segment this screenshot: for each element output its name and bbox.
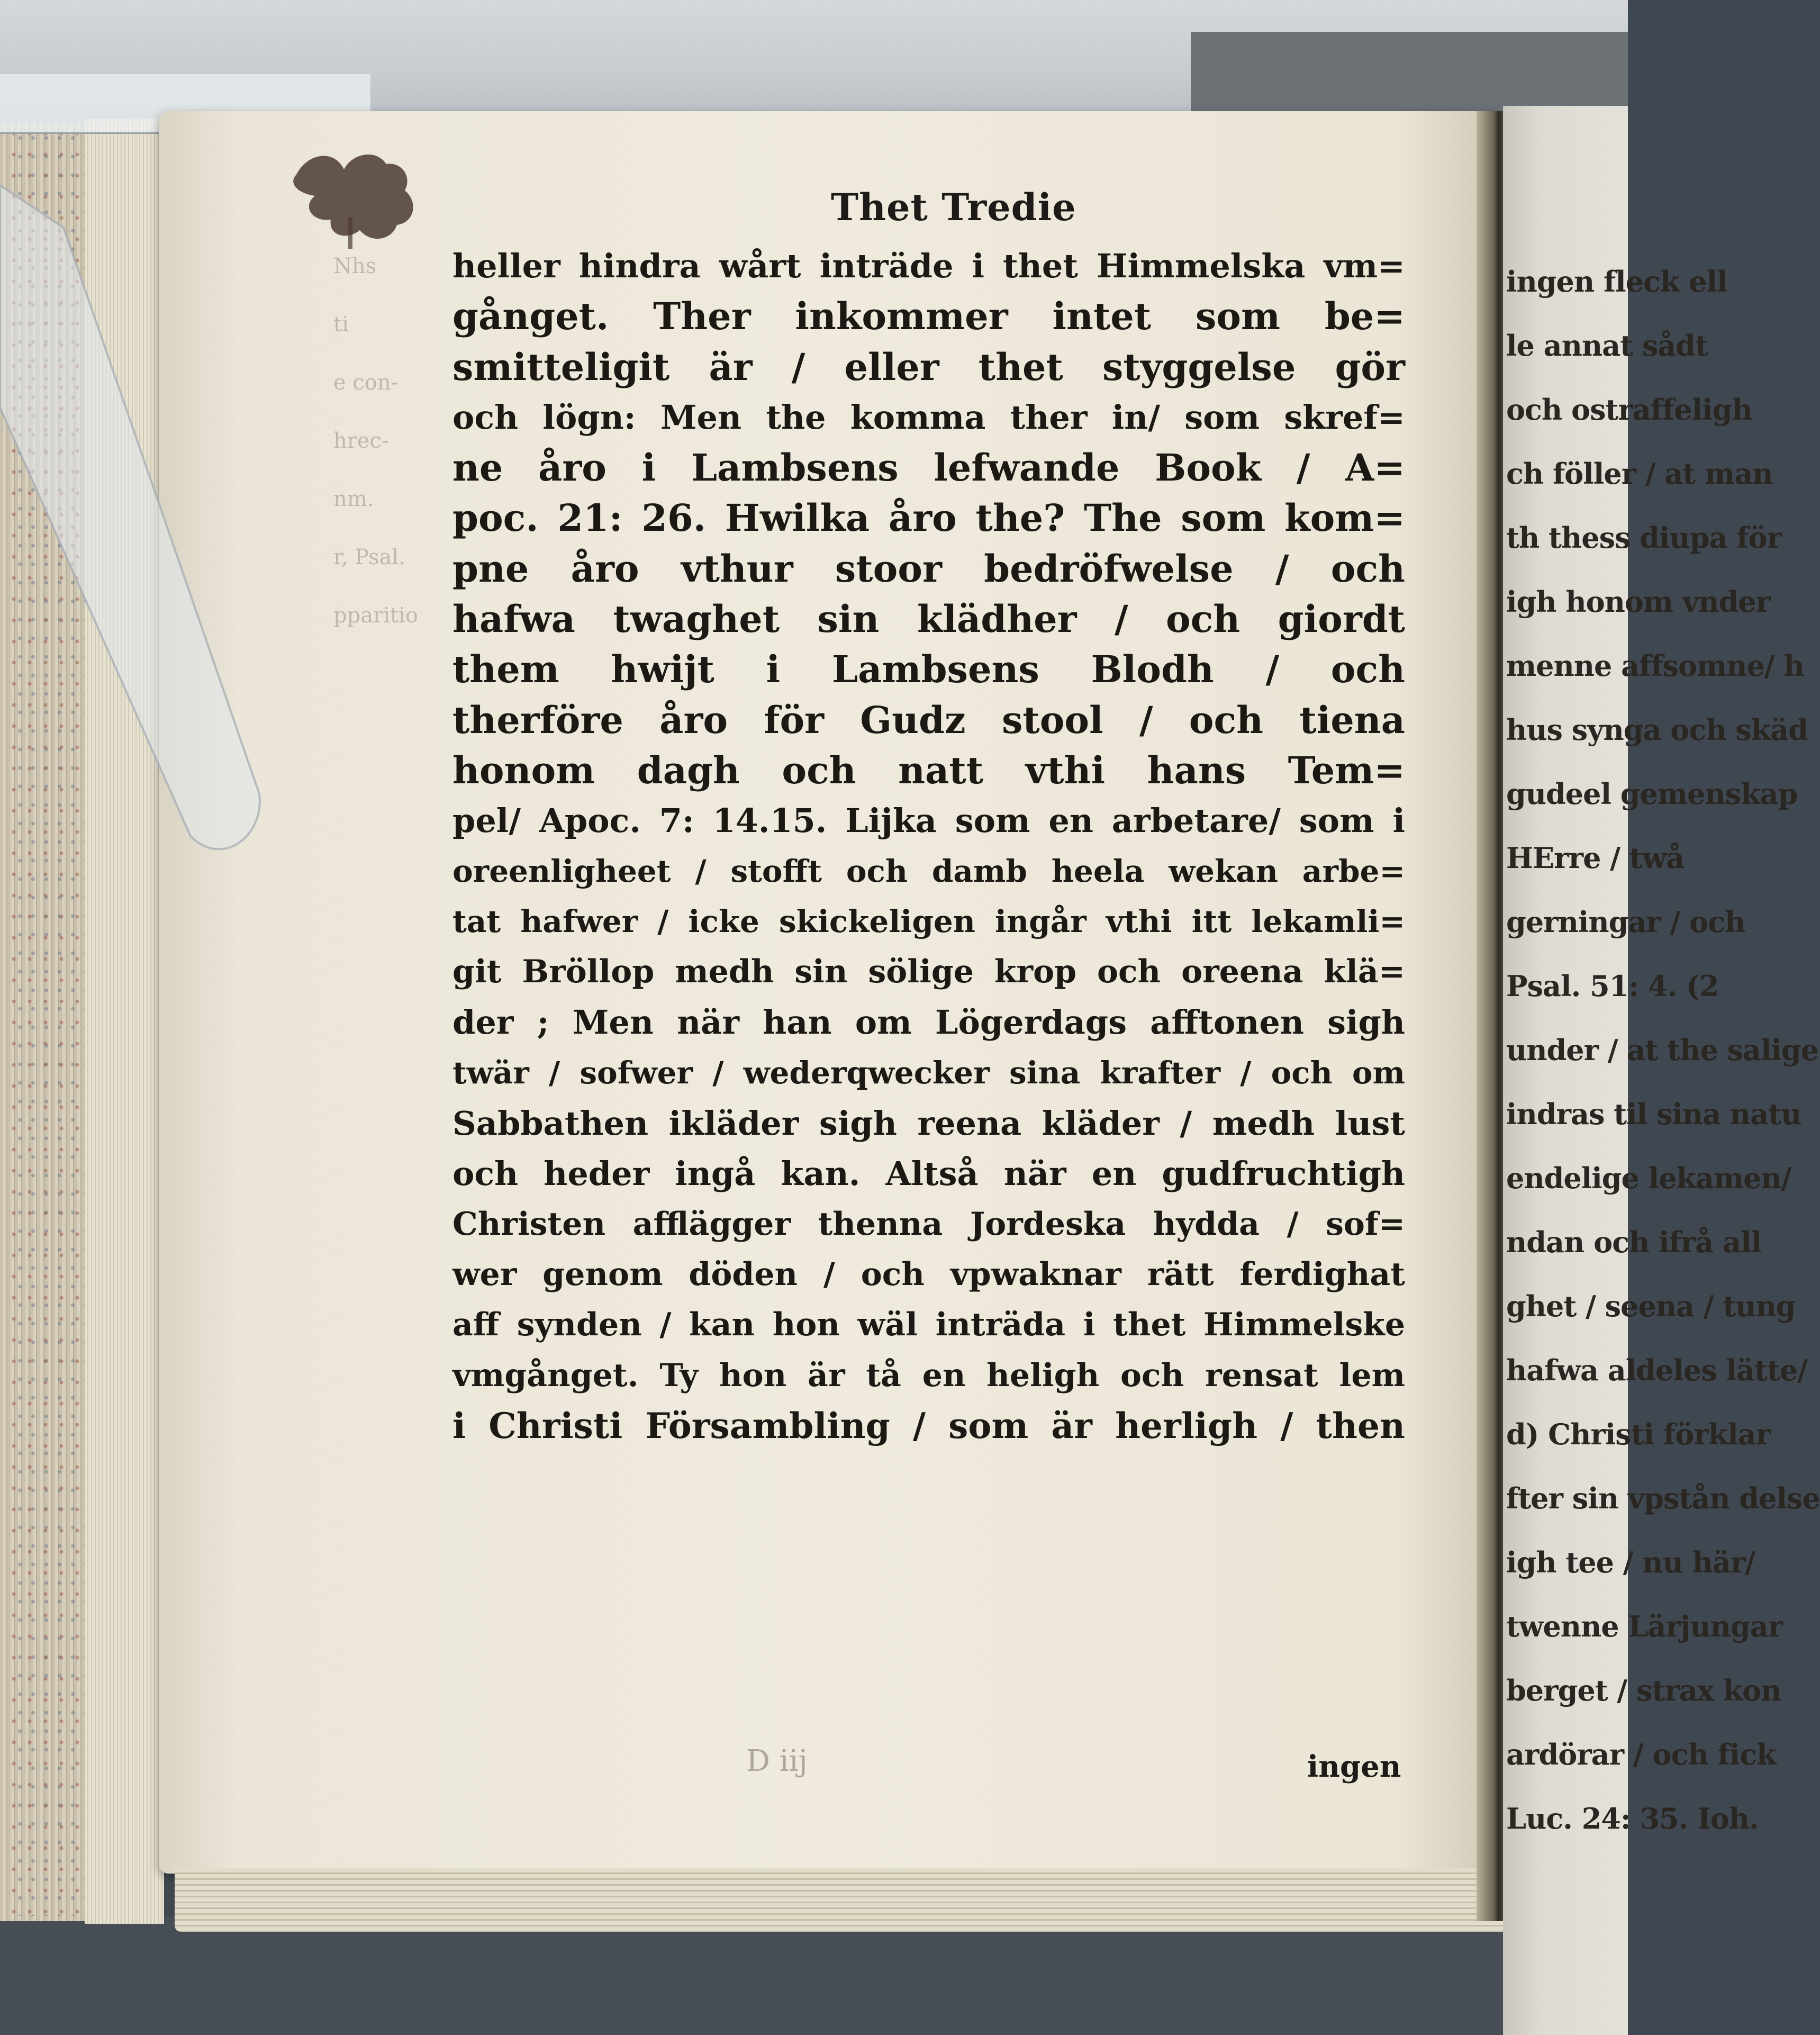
catchword: ingen xyxy=(1307,1749,1401,1784)
text-line: der ; Men när han om Lögerdags afftonen sigh xyxy=(452,1003,1405,1042)
facing-page-line: ghet / seena / tung xyxy=(1506,1289,1796,1323)
text-line: vmgånget. Ty hon är tå en heligh och rensat lem xyxy=(452,1356,1405,1394)
facing-page-line: ndan och ifrå all xyxy=(1506,1225,1762,1259)
facing-page-line: endelige lekamen/ xyxy=(1506,1161,1791,1195)
facing-page-line: Luc. 24: 35. Ioh. xyxy=(1506,1802,1759,1835)
text-line: aff synden / kan hon wäl inträda i thet Himmelske xyxy=(452,1306,1405,1344)
facing-page-line: ardörar / och fick xyxy=(1506,1738,1776,1771)
text-line: gånget. Ther inkommer intet som be= xyxy=(452,294,1405,339)
text-line: pel/ Apoc. 7: 14.15. Lijka som en arbetare/ som i xyxy=(452,801,1405,840)
facing-page-line: le annat sådt xyxy=(1506,329,1708,363)
text-line: twär / sofwer / wederqwecker sina krafter / och om xyxy=(452,1054,1405,1091)
bleed-through-line: hrec- xyxy=(333,429,389,453)
text-line: i Christi Försambling / som är herligh / then xyxy=(452,1405,1405,1446)
facing-page-line: Psal. 51: 4. (2 xyxy=(1506,969,1719,1003)
text-line: smitteligit är / eller thet styggelse gör xyxy=(452,345,1405,389)
text-line: oreenligheet / stofft och damb heela wekan arbe= xyxy=(452,853,1405,889)
facing-page-line: igh tee / nu här/ xyxy=(1506,1545,1755,1579)
bleed-through-line: pparitio xyxy=(333,603,418,628)
text-line: och lögn: Men the komma ther in/ som skref= xyxy=(452,397,1405,437)
text-line: tat hafwer / icke skickeligen ingår vthi itt lekamli= xyxy=(452,903,1405,939)
acrylic-page-holder xyxy=(0,185,275,873)
facing-page-line: ch föller / at man xyxy=(1506,457,1773,491)
bleed-through-line: Nhs xyxy=(333,254,377,278)
facing-page-line: ingen fleck ell xyxy=(1506,265,1727,299)
text-line: git Bröllop medh sin sölige krop och oreena klä= xyxy=(452,953,1405,991)
scanner-backdrop-bottom xyxy=(0,1916,1628,2035)
facing-page xyxy=(1503,106,1820,2035)
bleed-through-line: nm. xyxy=(333,487,374,511)
facing-page-line: th thess diupa för xyxy=(1506,521,1781,555)
facing-page-line: och ostraffeligh xyxy=(1506,393,1752,427)
running-head: Thet Tredie xyxy=(831,185,1076,229)
text-line: poc. 21: 26. Hwilka åro the? The som kom= xyxy=(452,496,1405,540)
text-line: pne åro vthur stoor bedröfwelse / och xyxy=(452,546,1405,591)
facing-page-line: hus synga och skäd xyxy=(1506,713,1808,747)
text-line: honom dagh och natt vthi hans Tem= xyxy=(452,748,1405,792)
text-line: och heder ingå kan. Altså när en gudfruchtigh xyxy=(452,1154,1405,1193)
text-line: Christen afflägger thenna Jordeska hydda / sof= xyxy=(452,1205,1405,1243)
facing-page-line: igh honom vnder xyxy=(1506,585,1771,619)
facing-page-line: d) Christi förklar xyxy=(1506,1417,1771,1451)
signature-mark: D iij xyxy=(746,1744,808,1778)
text-line: ne åro i Lambsens lefwande Book / A= xyxy=(452,446,1405,490)
facing-page-line: gerningar / och xyxy=(1506,905,1745,939)
facing-page-line: fter sin vpstån delse xyxy=(1506,1481,1820,1515)
page-stack-bottom xyxy=(175,1868,1508,1932)
text-line: hafwa twaghet sin klädher / och giordt xyxy=(452,597,1405,641)
body-text xyxy=(452,241,1405,1451)
text-line: Sabbathen ikläder sigh reena kläder / medh lust xyxy=(452,1104,1405,1143)
facing-page-line: berget / strax kon xyxy=(1506,1674,1781,1707)
bleed-through-line: r, Psal. xyxy=(333,545,405,569)
ink-blot-mark xyxy=(286,132,423,249)
facing-page-line: menne affsomne/ h xyxy=(1506,649,1804,683)
facing-page-line: HErre / twå xyxy=(1506,841,1685,875)
facing-page-line: gudeel gemenskap xyxy=(1506,777,1798,811)
text-line: them hwijt i Lambsens Blodh / och xyxy=(452,647,1405,692)
bleed-through-line: e con- xyxy=(333,370,399,395)
facing-page-line: under / at the salige xyxy=(1506,1033,1819,1067)
facing-page-line: twenne Lärjungar xyxy=(1506,1609,1783,1643)
bleed-through-line: ti xyxy=(333,312,349,337)
text-line: heller hindra wårt inträde i thet Himmelska vm= xyxy=(452,247,1405,285)
text-line: wer genom döden / och vpwaknar rätt ferdighat xyxy=(452,1255,1405,1293)
facing-page-line: hafwa aldeles lätte/ xyxy=(1506,1353,1807,1387)
facing-page-line: indras til sina natu xyxy=(1506,1097,1801,1131)
text-line: therföre åro för Gudz stool / och tiena xyxy=(452,698,1405,742)
